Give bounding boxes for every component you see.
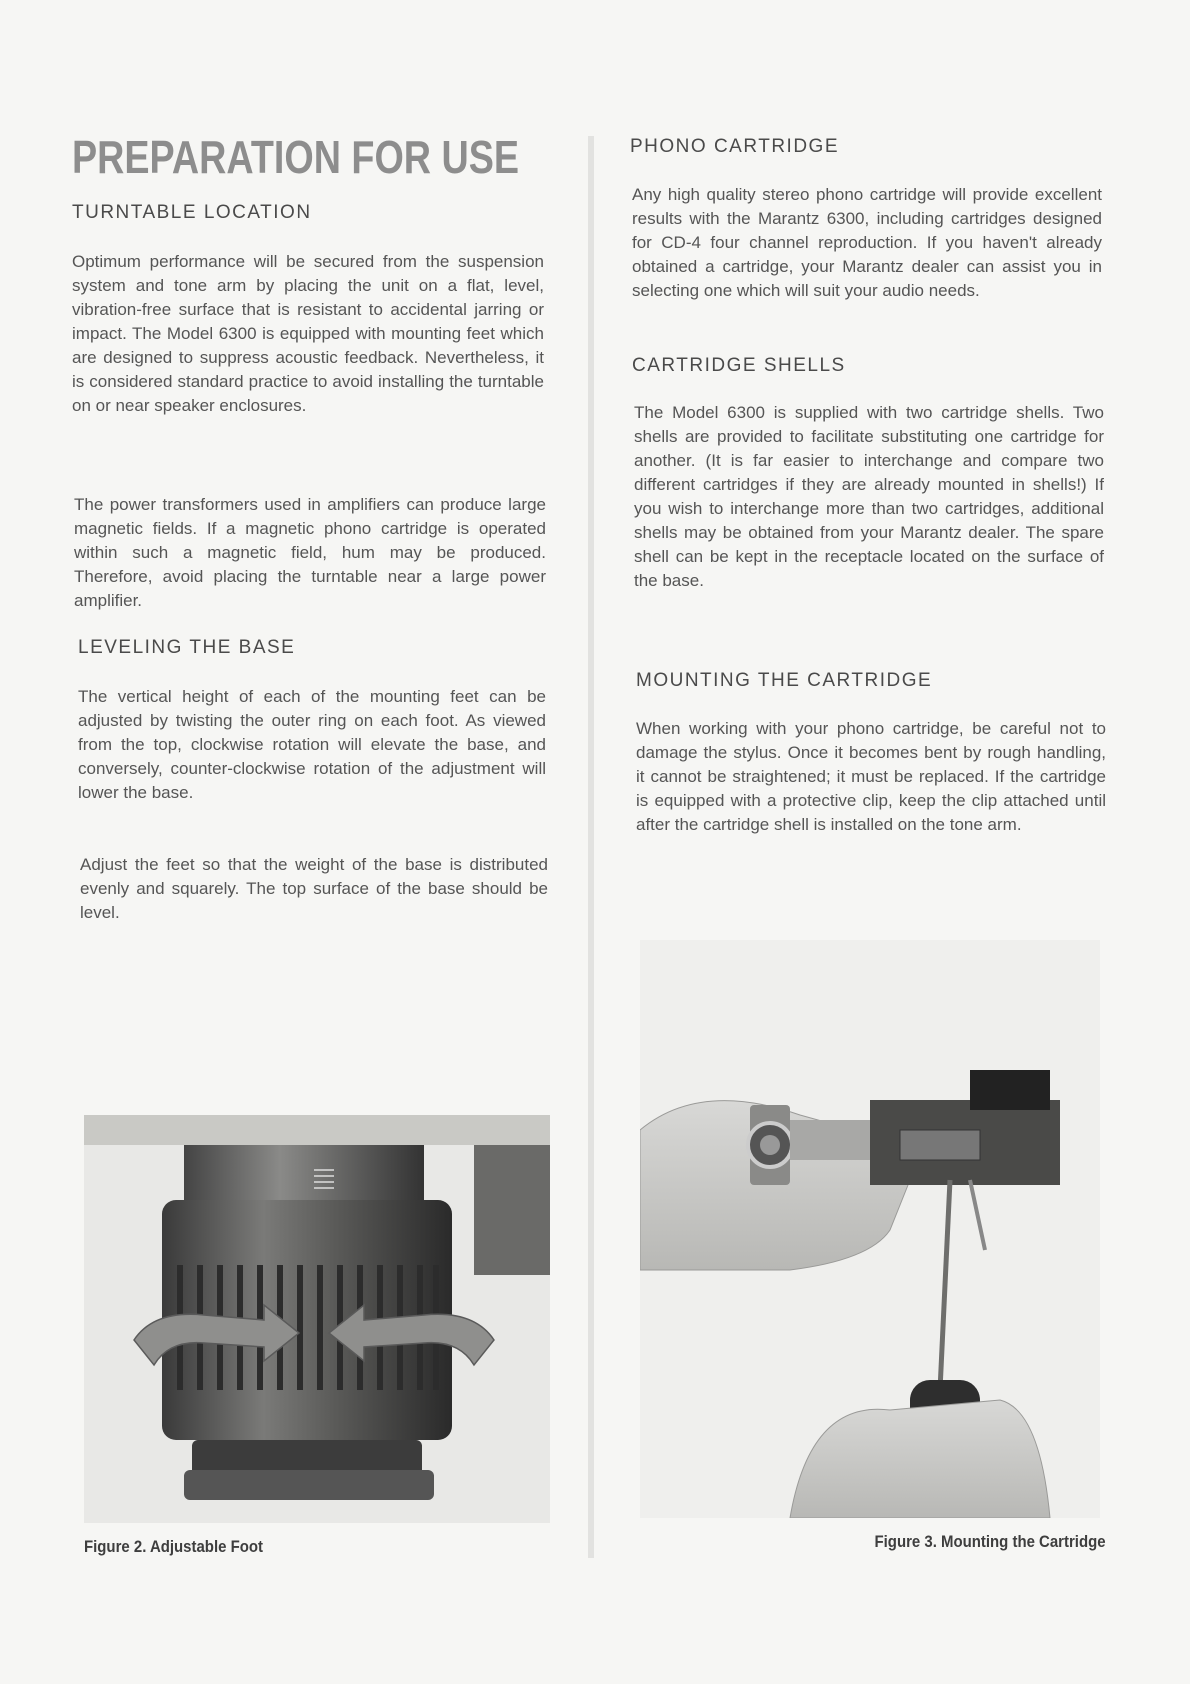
figure-3-caption: Figure 3. Mounting the Cartridge	[874, 1532, 1106, 1551]
paragraph-phono-cartridge: Any high quality stereo phono cartridge will provide excellent results with the Marantz 6300, including cartridges designed for CD-4 four channel reproduction. If you haven't already obtained a cartridge, your Marantz dealer can assist you in selecting one which will suit your audio needs.	[632, 185, 1102, 300]
heading-cartridge-shells: CARTRIDGE SHELLS	[632, 355, 846, 376]
adjustable-foot-illustration	[84, 1115, 550, 1523]
heading-mounting-the-cartridge: MOUNTING THE CARTRIDGE	[636, 670, 933, 691]
paragraph-leveling-1: The vertical height of each of the mounting feet can be adjusted by twisting the outer ring on each foot. As viewed from the top, clockwise rotation will elevate the base, and conversely, counter-clockwise rotation of the adjustment will lower the base.	[78, 687, 546, 802]
figure-2-photo	[84, 1115, 550, 1523]
paragraph-turntable-location-1: Optimum performance will be secured from the suspension system and tone arm by placing the unit on a flat, level, vibration-free surface that is resistant to accidental jarring or impact. The Model 6300 is equipped with mounting feet which are designed to suppress acoustic feedback. Nevertheless, it is considered standard practice to avoid installing the turntable on or near speaker enclosures.	[72, 252, 544, 415]
figure-3-photo	[640, 940, 1100, 1518]
page-title: PREPARATION FOR USE	[72, 131, 520, 183]
paragraph-leveling-2: Adjust the feet so that the weight of the base is distributed evenly and squarely. The top surface of the base should be level.	[80, 855, 548, 922]
heading-phono-cartridge: PHONO CARTRIDGE	[630, 136, 840, 157]
paragraph-mounting: When working with your phono cartridge, be careful not to damage the stylus. Once it becomes bent by rough handling, it cannot be straightened; it must be replaced. If the cartridge is equipped with a protective clip, keep the clip attached until after the cartridge shell is installed on the tone arm.	[636, 719, 1106, 834]
paragraph-turntable-location-2: The power transformers used in amplifiers can produce large magnetic fields. If a magnetic phono cartridge is operated within such a magnetic field, hum may be produced. Therefore, avoid placing the turntable near a large power amplifier.	[74, 495, 546, 610]
column-divider	[588, 136, 594, 1558]
paragraph-cartridge-shells: The Model 6300 is supplied with two cartridge shells. Two shells are provided to facilitate substituting one cartridge for another. (It is far easier to interchange and compare two different cartridges if they are already mounted in shells!) If you wish to interchange more than two cartridges, additional shells may be obtained from your Marantz dealer. The spare shell can be kept in the receptacle located on the surface of the base.	[634, 403, 1104, 590]
cartridge-mounting-illustration	[640, 940, 1100, 1518]
heading-turntable-location: TURNTABLE LOCATION	[72, 202, 312, 223]
heading-leveling-the-base: LEVELING THE BASE	[78, 637, 296, 658]
figure-2-caption: Figure 2. Adjustable Foot	[84, 1537, 263, 1556]
